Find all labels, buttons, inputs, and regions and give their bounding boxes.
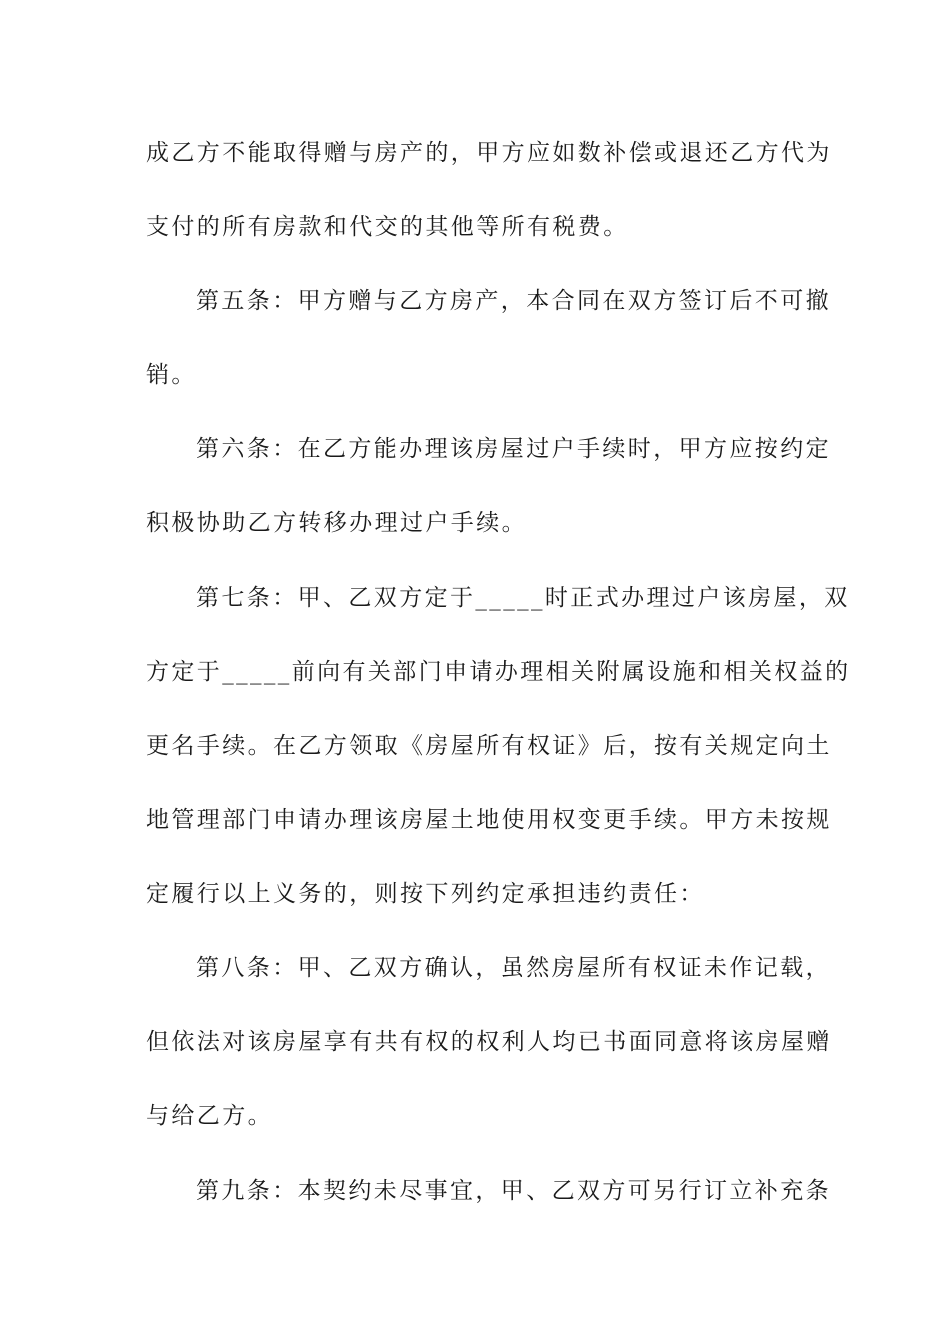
article-9-line: 第九条：本契约未尽事宜，甲、乙双方可另行订立补充条	[196, 1178, 831, 1204]
text-line: 定履行以上义务的，则按下列约定承担违约责任：	[146, 881, 705, 907]
text-line: 更名手续。在乙方领取《房屋所有权证》后，按有关规定向土	[146, 733, 832, 759]
text-line: 方定于_____前向有关部门申请办理相关附属设施和相关权益的	[146, 659, 851, 685]
text-line: 但依法对该房屋享有共有权的权利人均已书面同意将该房屋赠	[146, 1029, 832, 1055]
text-line: 与给乙方。	[146, 1103, 273, 1129]
text-line: 支付的所有房款和代交的其他等所有税费。	[146, 214, 629, 240]
text-line: 地管理部门申请办理该房屋土地使用权变更手续。甲方未按规	[146, 807, 832, 833]
text-line: 成乙方不能取得赠与房产的，甲方应如数补偿或退还乙方代为	[146, 140, 832, 166]
article-7-line: 第七条：甲、乙双方定于_____时正式办理过户该房屋，双	[196, 585, 850, 611]
article-5-line: 第五条：甲方赠与乙方房产，本合同在双方签订后不可撤	[196, 288, 831, 314]
text-line: 销。	[146, 362, 197, 388]
text-line: 积极协助乙方转移办理过户手续。	[146, 510, 527, 536]
article-8-line: 第八条：甲、乙双方确认，虽然房屋所有权证未作记载，	[196, 955, 831, 981]
article-6-line: 第六条：在乙方能办理该房屋过户手续时，甲方应按约定	[196, 436, 831, 462]
